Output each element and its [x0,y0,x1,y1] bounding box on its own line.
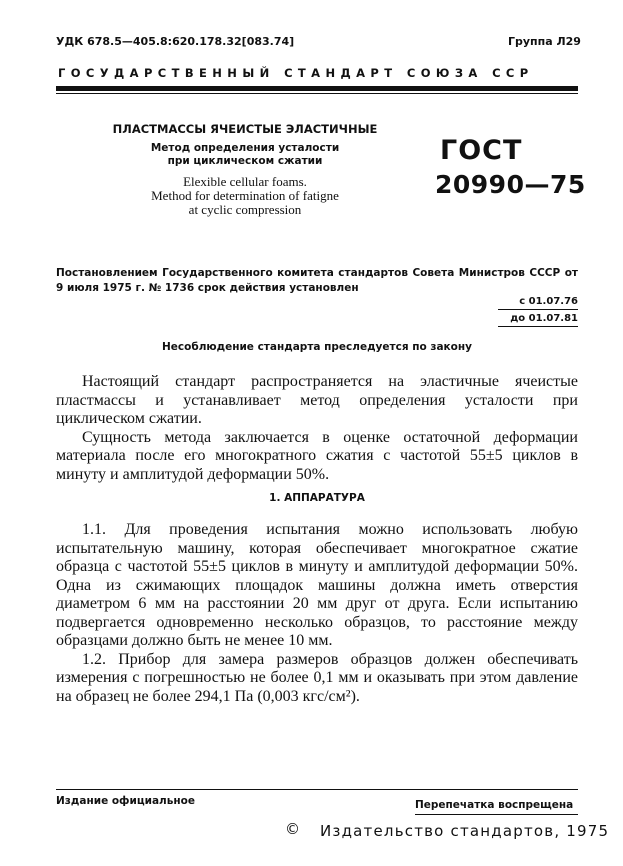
effective-from-rule [498,309,578,310]
section-1-paragraph-2: 1.2. Прибор для замера размеров образцов должен обеспечивать измерения с погрешностью не более 0,1 мм и оказывать при этом давление на образец не более 294,1 Па (0,003 кгс/см²). [56,650,578,705]
title-en-line-2: Method for determination of fatigne [151,188,339,203]
intro-paragraph-2: Сущность метода заключается в оценке остаточной деформации материала после его многократного сжатия с частотой 55±5 циклов в минуту и амплитудой деформации 50%. [56,428,578,483]
reprint-prohibited: Перепечатка воспрещена [415,799,574,811]
gost-number: 20990—75 [435,170,586,199]
group-code: Группа Л29 [508,35,581,48]
official-edition: Издание официальное [56,795,195,807]
decree-text: Постановлением Государственного комитета стандартов Совета Министров СССР от 9 июля 1975 г. № 1736 срок действия установлен [56,267,578,294]
effective-to: до 01.07.81 [510,313,578,324]
section-1-heading: 1. АППАРАТУРА [269,492,365,504]
section-1-body [56,521,578,706]
reprint-rule [415,814,578,815]
section-1-paragraph-1: 1.1. Для проведения испытания можно использовать любую испытательную машину, которая обеспечивает многократное сжатие образца с частотой 55±5 циклов в минуту и амплитудой деформации 50%. Одна из сжимающих площадок машины должна иметь отверстия диаметром 6 мм на расстоянии 20 мм друг от друга. Если испытанию подвергается одновременно несколько образцов, то расстояние между образцами должно быть не менее 10 мм. [56,521,578,649]
subtitle-ru [95,142,395,168]
intro-section [56,373,578,484]
effective-to-rule [498,326,578,327]
copyright-icon: © [285,820,300,838]
title-ru: ПЛАСТМАССЫ ЯЧЕИСТЫЕ ЭЛАСТИЧНЫЕ [112,122,378,136]
law-notice: Несоблюдение стандарта преследуется по закону [162,341,472,353]
udk-code: УДК 678.5—405.8:620.178.32[083.74] [56,35,295,48]
intro-paragraph-1: Настоящий стандарт распространяется на эластичные ячеистые пластмассы и устанавливает метод определения усталости при циклическом сжатии. [56,373,578,427]
effective-from: с 01.07.76 [519,296,578,307]
header-rule-thin [56,93,578,94]
subtitle-ru-line-1: Метод определения усталости [150,142,340,154]
subtitle-ru-line-2: при циклическом сжатии [167,155,323,167]
gost-label: ГОСТ [440,135,523,166]
state-standard-header: ГОСУДАРСТВЕННЫЙ СТАНДАРТ СОЮЗА ССР [58,66,534,80]
title-en-line-3: at cyclic compression [188,202,302,217]
publisher: Издательство стандартов, 1975 [320,822,610,840]
title-en [95,175,395,217]
footer-rule [56,789,578,790]
header-rule-thick [56,86,578,91]
title-en-line-1: Elexible cellular foams. [183,174,307,189]
